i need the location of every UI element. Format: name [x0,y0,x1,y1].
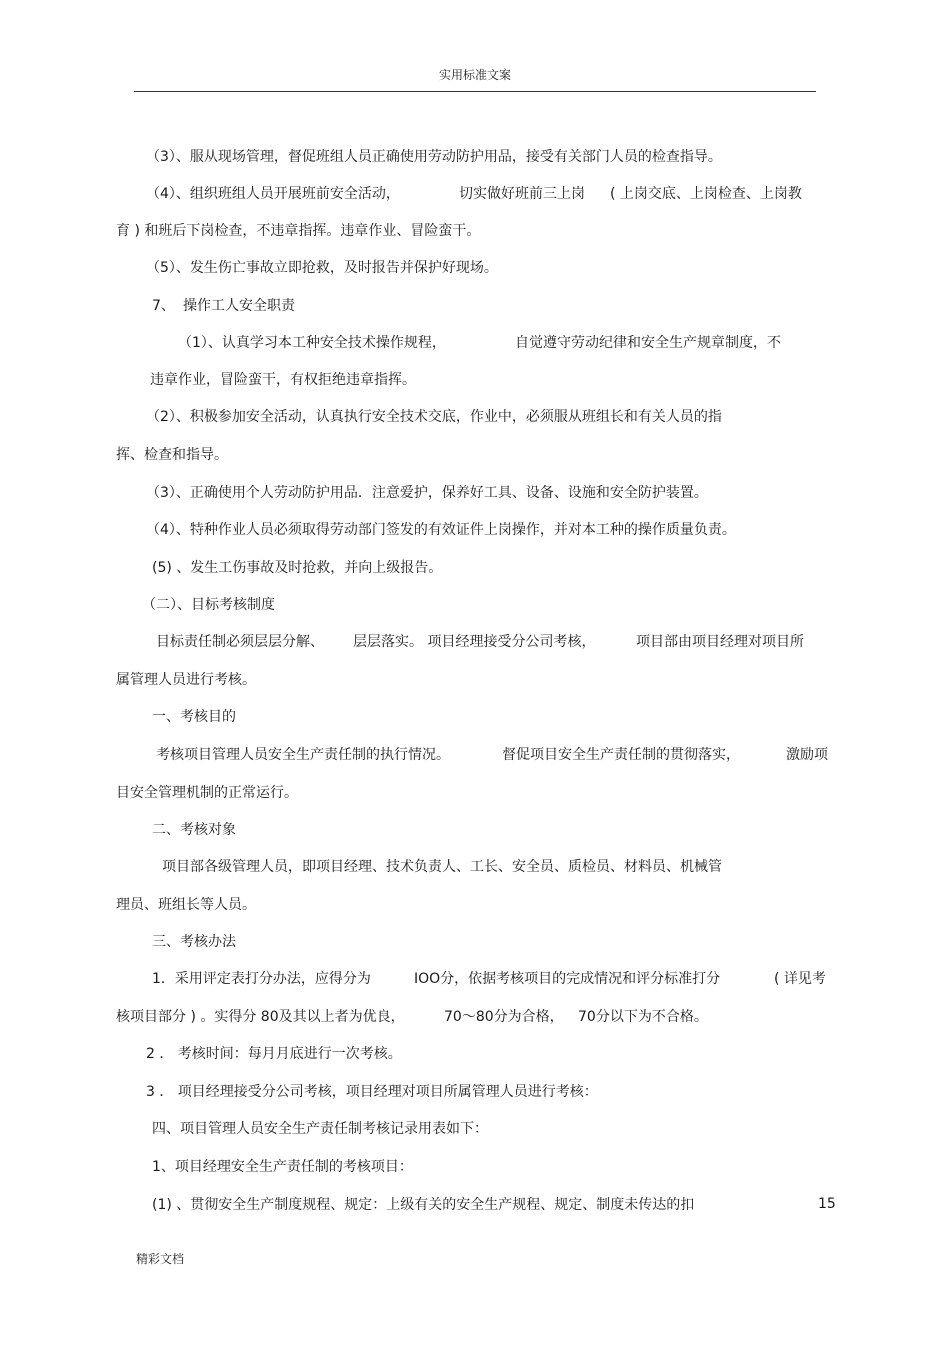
text-line: 层层落实。 项目经理接受分公司考核， [353,634,596,650]
section-heading: 一、考核目的 [152,709,236,725]
text-line: 违章作业，冒险蛮干，有权拒绝违章指挥。 [150,372,416,388]
text-line: 70～80分为合格， [444,1009,564,1025]
text-line: （2）、积极参加安全活动，认真执行安全技术交底，作业中，必须服从班组长和有关人员的指 [146,409,722,425]
text-line: 目标责任制必须层层分解、 [156,634,324,650]
section-number: 7、 [152,298,175,314]
text-line: 督促项目安全生产责任制的贯彻落实， [502,747,740,763]
text-line: 核项目部分 ) 。实得分 80及其以上者为优良， [116,1009,405,1025]
text-line: 项目部由项目经理对项目所 [636,634,804,650]
text-line: 激励项 [786,747,828,763]
text-line: 1、项目经理安全生产责任制的考核项目： [152,1159,413,1175]
text-line: （1）、认真学习本工种安全技术操作规程， [178,335,446,351]
section-heading: 三、考核办法 [152,934,236,950]
text-line: 自觉遵守劳动纪律和安全生产规章制度，不 [515,335,781,351]
text-line: 目安全管理机制的正常运行。 [116,785,298,801]
text-line: ( 上岗交底、上岗检查、上岗教 [610,186,802,202]
text-line: 1．采用评定表打分办法，应得分为 [152,971,371,987]
text-line: （3）、服从现场管理，督促班组人员正确使用劳动防护用品，接受有关部门人员的检查指导。 [146,149,722,165]
text-line: 挥、检查和指导。 [116,447,228,463]
text-line: 切实做好班前三上岗 [459,186,585,202]
text-line: 理员、班组长等人员。 [116,897,256,913]
text-line: （3）、正确使用个人劳动防护用品．注意爱护，保养好工具、设备、设施和安全防护装置。 [146,485,708,501]
text-line: （5）、发生伤亡事故立即抢救，及时报告并保护好现场。 [146,260,498,276]
text-line: （4）、组织班组人员开展班前安全活动， [146,186,400,202]
text-line: 项目部各级管理人员，即项目经理、技术负责人、工长、安全员、质检员、材料员、机械管 [162,859,722,875]
text-line: 属管理人员进行考核。 [116,672,256,688]
text-line: IOO分，依据考核项目的完成情况和评分标准打分 [414,971,721,987]
section-heading: 二、考核对象 [152,822,236,838]
text-line: 育 ) 和班后下岗检查，不违章指挥。违章作业、冒险蛮干。 [116,223,481,239]
text-line: 70分以下为不合格。 [578,1009,708,1025]
section-heading: （二）、目标考核制度 [142,597,275,613]
page-number: 15 [818,1196,836,1212]
text-line: 2 ． 考核时间：每月月底进行一次考核。 [146,1046,402,1062]
text-line: （4）、特种作业人员必须取得劳动部门签发的有效证件上岗操作，并对本工种的操作质量负责。 [146,522,736,538]
page-footer: 精彩文档 [136,1252,185,1266]
text-line: 3 ． 项目经理接受分公司考核，项目经理对项目所属管理人员进行考核： [146,1084,598,1100]
text-line: (5) 、发生工伤事故及时抢救，并向上级报告。 [152,560,443,576]
text-line: 考核项目管理人员安全生产责任制的执行情况。 [156,747,450,763]
page-header: 实用标准文案 [438,68,511,82]
section-heading: 操作工人安全职责 [183,298,295,314]
header-divider [134,91,816,92]
text-line: ( 详见考 [774,971,826,987]
section-heading: 四、项目管理人员安全生产责任制考核记录用表如下： [152,1121,488,1137]
text-line: (1) 、贯彻安全生产制度规程、规定：上级有关的安全生产规程、规定、制度未传达的扣 [152,1197,695,1213]
